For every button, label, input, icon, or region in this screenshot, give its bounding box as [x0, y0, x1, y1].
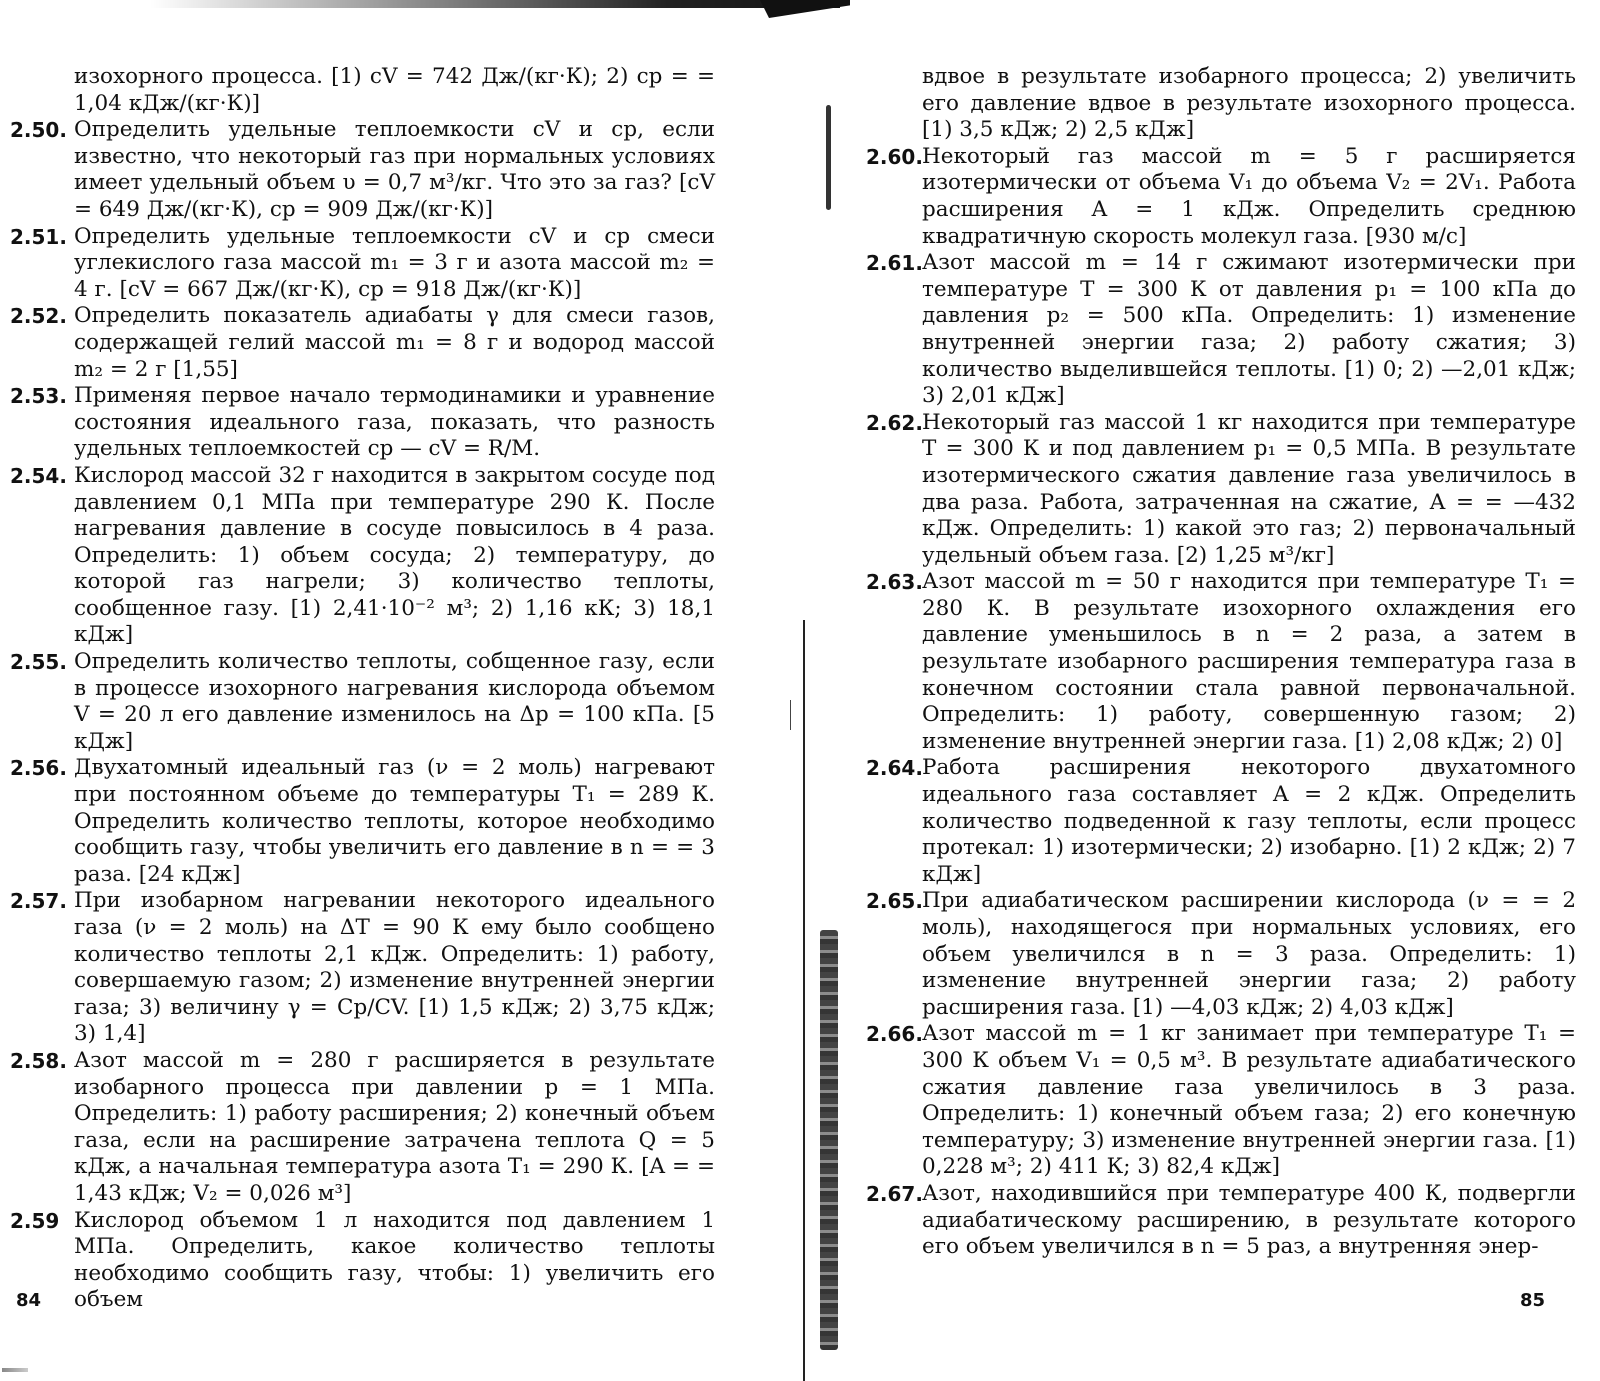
problem-text: Азот, находившийся при температуре 400 К, подвергли адиабатическому расширению, в результате которого его объем увеличился в n = 5 раз, а внутренняя энер- — [922, 1180, 1576, 1260]
problem-item — [10, 383, 715, 463]
problem-item — [866, 1021, 1576, 1181]
page-number-left: 84 — [16, 1290, 42, 1311]
problem-number: 2.55. — [10, 650, 67, 675]
problem-text: Определить удельные теплоемкости cV и cp, если известно, что некоторый газ при нормальных условиях имеет удельный объем υ = 0,7 м³/кг. Что это за газ? [cV = 649 Дж/(кг·К), cp = 909 Дж/(кг·К)] — [74, 117, 715, 222]
problem-text: Некоторый газ массой 1 кг находится при температуре T = 300 К и под давлением p₁ = 0,5 МПа. В результате изотермического сжатия давление газа увеличилось в два раза. Работа, затраченная на сжатие, A = = —432 кДж. Определить: 1) какой это газ; 2) первоначальный удельный объем газа. [2) 1,25 м³/кг] — [922, 409, 1576, 568]
problem-number: 2.67. — [866, 1181, 923, 1206]
problem-item — [10, 117, 715, 223]
continuation-text: вдвое в результате изобарного процесса; 2) увеличить его давление вдвое в результате изохорного процесса. [1) 3,5 кДж; 2) 2,5 кДж] — [922, 64, 1576, 143]
problem-text: Азот массой m = 280 г расширяется в результате изобарного процесса при давлении p = 1 МПа. Определить: 1) работу расширения; 2) конечный объем газа, если на расширение затрачена теплота Q = 5 кДж, а начальная температура азота T₁ = 290 К. [A = = 1,43 кДж; V₂ = 0,026 м³] — [74, 1047, 715, 1206]
problem-item — [866, 569, 1576, 755]
problem-text: Кислород объемом 1 л находится под давлением 1 МПа. Определить, какое количество теплоты необходимо сообщить газу, чтобы: 1) увеличить его объем — [74, 1207, 715, 1313]
problem-item — [10, 463, 715, 649]
problem-text: Работа расширения некоторого двухатомного идеального газа составляет A = 2 кДж. Определить количество подведенной к газу теплоты, если процесс протекал: 1) изотермически; 2) изобарно. [1) 2 кДж; 2) 7 кДж] — [922, 755, 1576, 887]
problem-number: 2.65. — [866, 889, 923, 914]
problem-number: 2.53. — [10, 384, 67, 409]
problem-text: Определить показатель адиабаты γ для смеси газов, содержащей гелий массой m₁ = 8 г и водород массой m₂ = 2 г [1,55] — [74, 303, 715, 382]
problem-item — [866, 144, 1576, 250]
book-gutter — [803, 620, 805, 1381]
problem-item — [866, 755, 1576, 888]
problem-number: 2.60. — [866, 144, 923, 169]
problem-item — [10, 1208, 715, 1314]
gutter-smudge-bottom — [820, 930, 838, 1350]
problem-number: 2.63. — [866, 570, 923, 595]
problem-item — [10, 755, 715, 888]
problem-text: Азот массой m = 50 г находится при температуре T₁ = 280 К. В результате изохорного охлаждения его давление уменьшилось в n = 2 раза, а затем в результате изобарного расширения температура газа в конечном состоянии стала равной первоначальной. Определить: 1) работу, совершенную газом; 2) изменение внутренней энергии газа. [1) 2,08 кДж; 2) 0] — [922, 569, 1576, 754]
right-page — [866, 64, 1576, 1261]
scan-edge-shadow-tip — [760, 0, 850, 18]
problem-item — [866, 410, 1576, 570]
problem-item — [10, 224, 715, 304]
page-number-right: 85 — [1520, 1290, 1546, 1311]
problem-text: Азот массой m = 14 г сжимают изотермически при температуре T = 300 К от давления p₁ = 100 кПа до давления p₂ = 500 кПа. Определить: 1) изменение внутренней энергии газа; 2) работу сжатия; 3) количество выделившейся теплоты. [1) 0; 2) —2,01 кДж; 3) 2,01 кДж] — [922, 250, 1576, 409]
problem-item — [866, 1181, 1576, 1261]
problem-text: При изобарном нагревании некоторого идеального газа (ν = 2 моль) на ΔT = 90 К ему было сообщено количество теплоты 2,1 кДж. Определить: 1) работу, совершаемую газом; 2) изменение внутренней энергии газа; 3) величину γ = Cp/CV. [1) 1,5 кДж; 2) 3,75 кДж; 3) 1,4] — [74, 888, 715, 1047]
problem-text: Определить удельные теплоемкости cV и cp смеси углекислого газа массой m₁ = 3 г и азота массой m₂ = 4 г. [cV = 667 Дж/(кг·К), cp = 918 Дж/(кг·К)] — [74, 223, 715, 302]
continuation-text: изохорного процесса. [1) cV = 742 Дж/(кг·К); 2) cp = = 1,04 кДж/(кг·К)] — [74, 64, 715, 116]
problem-number: 2.50. — [10, 118, 67, 143]
problem-number: 2.54. — [10, 463, 67, 488]
problem-text: При адиабатическом расширении кислорода (ν = = 2 моль), находящегося при нормальных условиях, его объем увеличился в n = 3 раза. Определить: 1) изменение внутренней энергии газа; 2) работу расширения газа. [1) —4,03 кДж; 2) 4,03 кДж] — [922, 888, 1576, 1020]
scan-edge-shadow — [150, 0, 840, 8]
problem-number: 2.52. — [10, 304, 67, 329]
gutter-mark — [790, 700, 791, 730]
problem-text: Некоторый газ массой m = 5 г расширяется изотермически от объема V₁ до объема V₂ = 2V₁. Работа расширения A = 1 кДж. Определить среднюю квадратичную скорость молекул газа. [930 м/с] — [922, 143, 1576, 249]
problem-number: 2.51. — [10, 224, 67, 249]
problem-number: 2.64. — [866, 756, 923, 781]
problem-item — [10, 888, 715, 1048]
problem-item — [866, 250, 1576, 410]
problem-number: 2.61. — [866, 251, 923, 276]
problem-item — [10, 303, 715, 383]
problem-number: 2.56. — [10, 756, 67, 781]
gutter-smudge-top — [826, 105, 831, 210]
problem-item — [10, 1048, 715, 1208]
pencil-mark — [2, 1368, 28, 1372]
problem-text: Кислород массой 32 г находится в закрытом сосуде под давлением 0,1 МПа при температуре 290 К. После нагревания давление в сосуде повысилось в 4 раза. Определить: 1) объем сосуда; 2) температуру, до которой газ нагрели; 3) количество теплоты, сообщенное газу. [1) 2,41·10⁻² м³; 2) 1,16 кК; 3) 18,1 кДж] — [74, 462, 715, 648]
problem-text: Азот массой m = 1 кг занимает при температуре T₁ = 300 К объем V₁ = 0,5 м³. В результате адиабатического сжатия давление газа увеличилось в 3 раза. Определить: 1) конечный объем газа; 2) его конечную температуру; 3) изменение внутренней энергии газа. [1) 0,228 м³; 2) 411 К; 3) 82,4 кДж] — [922, 1021, 1576, 1180]
problem-number: 2.58. — [10, 1048, 67, 1073]
problem-number: 2.59 — [10, 1208, 60, 1233]
problem-item — [10, 649, 715, 755]
problem-number: 2.66. — [866, 1022, 923, 1047]
left-page — [10, 64, 715, 1314]
problem-item — [866, 888, 1576, 1021]
problem-text: Применяя первое начало термодинамики и уравнение состояния идеального газа, показать, что разность удельных теплоемкостей cp — cV = R/M. — [74, 383, 715, 462]
problem-text: Двухатомный идеальный газ (ν = 2 моль) нагревают при постоянном объеме до температуры T₁ = 289 К. Определить количество теплоты, которое необходимо сообщить газу, чтобы увеличить его давление в n = = 3 раза. [24 кДж] — [74, 755, 715, 887]
problem-number: 2.57. — [10, 889, 67, 914]
problem-number: 2.62. — [866, 410, 923, 435]
problem-text: Определить количество теплоты, собщенное газу, если в процессе изохорного нагревания кислорода объемом V = 20 л его давление изменилось на Δp = 100 кПа. [5 кДж] — [74, 649, 715, 754]
